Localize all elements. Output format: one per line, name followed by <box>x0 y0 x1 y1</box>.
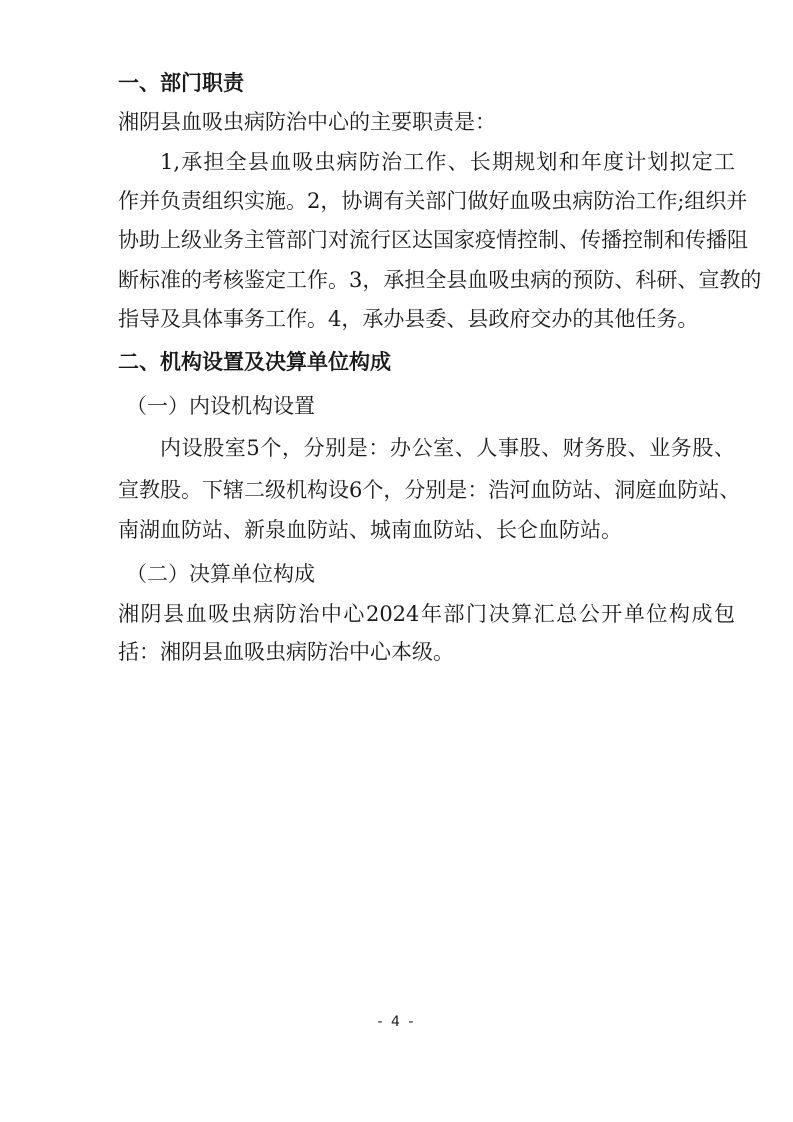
page-number: - 4 - <box>377 1014 416 1030</box>
section-1-paragraph-line: 作并负责组织实施。2，协调有关部门做好血吸虫病防治工作;组织并 <box>118 189 748 213</box>
section-2-heading: 二、机构设置及决算单位构成 <box>118 350 391 374</box>
subsection-1-paragraph-line: 南湖血防站、新泉血防站、城南血防站、长仑血防站。 <box>118 518 622 542</box>
section-1-paragraph-line: 协助上级业务主管部门对流行区达国家疫情控制、传播控制和传播阻 <box>118 228 748 252</box>
section-1-paragraph-line: 指导及具体事务工作。4，承办县委、县政府交办的其他任务。 <box>118 307 699 331</box>
section-1-heading: 一、部门职责 <box>118 71 244 95</box>
section-1-paragraph-line: 1,承担全县血吸虫病防治工作、长期规划和年度计划拟定工 <box>160 150 735 174</box>
subsection-1-paragraph-line: 宣教股。下辖二级机构设6个，分别是：浩河血防站、洞庭血防站、 <box>118 478 741 502</box>
subsection-2-heading: （二）决算单位构成 <box>126 562 315 586</box>
section-1-intro: 湘阴县血吸虫病防治中心的主要职责是： <box>118 110 496 134</box>
subsection-2-paragraph-line: 括：湘阴县血吸虫病防治中心本级。 <box>118 640 454 664</box>
section-1-paragraph-line: 断标准的考核鉴定工作。3，承担全县血吸虫病的预防、科研、宣教的 <box>118 268 762 292</box>
subsection-2-paragraph-line: 湘阴县血吸虫病防治中心2024年部门决算汇总公开单位构成包 <box>118 602 735 626</box>
subsection-1-heading: （一）内设机构设置 <box>126 394 315 418</box>
subsection-1-paragraph-line: 内设股室5个，分别是：办公室、人事股、财务股、业务股、 <box>160 436 735 460</box>
